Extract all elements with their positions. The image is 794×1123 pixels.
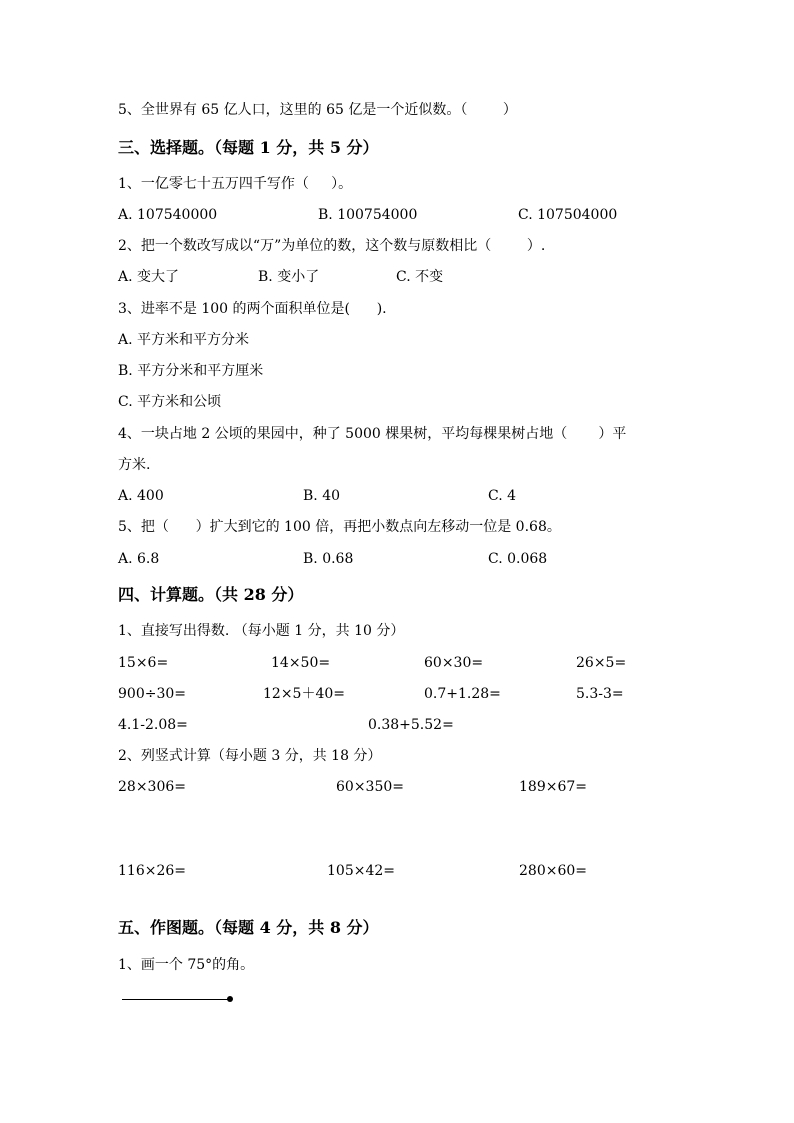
option-c: C. 平方米和公顷 — [118, 394, 222, 410]
option-b: B. 40 — [303, 488, 341, 504]
section-heading-drawing: 五、作图题。（每题 4 分，共 8 分） — [118, 918, 379, 937]
calc-item: 0.38+5.52= — [368, 717, 454, 733]
section-heading-calculation: 四、计算题。（共 28 分） — [118, 585, 304, 604]
option-c: C. 4 — [488, 488, 517, 504]
calc-item: 5.3-3= — [576, 686, 624, 702]
option-a: A. 107540000 — [118, 207, 218, 223]
question-text: 3、进率不是 100 的两个面积单位是( ). — [118, 301, 387, 317]
subquestion-heading: 1、直接写出得数. （每小题 1 分，共 10 分） — [118, 623, 405, 639]
option-b: B. 平方分米和平方厘米 — [118, 363, 264, 379]
calc-item: 189×67= — [519, 779, 587, 795]
calc-item: 105×42= — [327, 863, 395, 879]
calc-item: 116×26= — [118, 863, 186, 879]
option-a: A. 变大了 — [118, 269, 180, 285]
question-text: 1、一亿零七十五万四千写作（ ）。 — [118, 176, 353, 192]
option-b: B. 100754000 — [318, 207, 418, 223]
option-a: A. 6.8 — [118, 551, 160, 567]
angle-vertex-dot — [227, 996, 233, 1002]
calc-item: 28×306= — [118, 779, 186, 795]
calc-item: 0.7+1.28= — [424, 686, 501, 702]
calc-item: 60×30= — [424, 655, 484, 671]
option-a: A. 400 — [118, 488, 164, 504]
calc-item: 26×5= — [576, 655, 627, 671]
option-b: B. 0.68 — [303, 551, 354, 567]
calc-item: 4.1-2.08= — [118, 717, 188, 733]
option-b: B. 变小了 — [258, 269, 320, 285]
question-text: 5、把（ ）扩大到它的 100 倍，再把小数点向左移动一位是 0.68。 — [118, 519, 561, 535]
calc-item: 15×6= — [118, 655, 169, 671]
option-c: C. 0.068 — [488, 551, 548, 567]
option-a: A. 平方米和平方分米 — [118, 332, 250, 348]
calc-item: 900÷30= — [118, 686, 186, 702]
subquestion-heading: 2、列竖式计算（每小题 3 分，共 18 分） — [118, 748, 382, 764]
question-text-continued: 方米. — [118, 457, 151, 473]
question-text: 1、画一个 75°的角。 — [118, 957, 255, 973]
option-c: C. 107504000 — [518, 207, 618, 223]
option-c: C. 不变 — [396, 269, 444, 285]
angle-ray-line — [122, 999, 230, 1000]
calc-item: 60×350= — [336, 779, 404, 795]
question-text: 4、一块占地 2 公顷的果园中，种了 5000 棵果树，平均每棵果树占地（ ）平 — [118, 426, 627, 442]
calc-item: 14×50= — [271, 655, 331, 671]
question-text: 2、把一个数改写成以“万”为单位的数，这个数与原数相比（ ）. — [118, 238, 546, 254]
calc-item: 280×60= — [519, 863, 587, 879]
question-text: 5、全世界有 65 亿人口，这里的 65 亿是一个近似数。（ ） — [118, 102, 517, 118]
calc-item: 12×5＋40= — [263, 686, 345, 702]
section-heading-choice: 三、选择题。（每题 1 分，共 5 分） — [118, 138, 379, 157]
